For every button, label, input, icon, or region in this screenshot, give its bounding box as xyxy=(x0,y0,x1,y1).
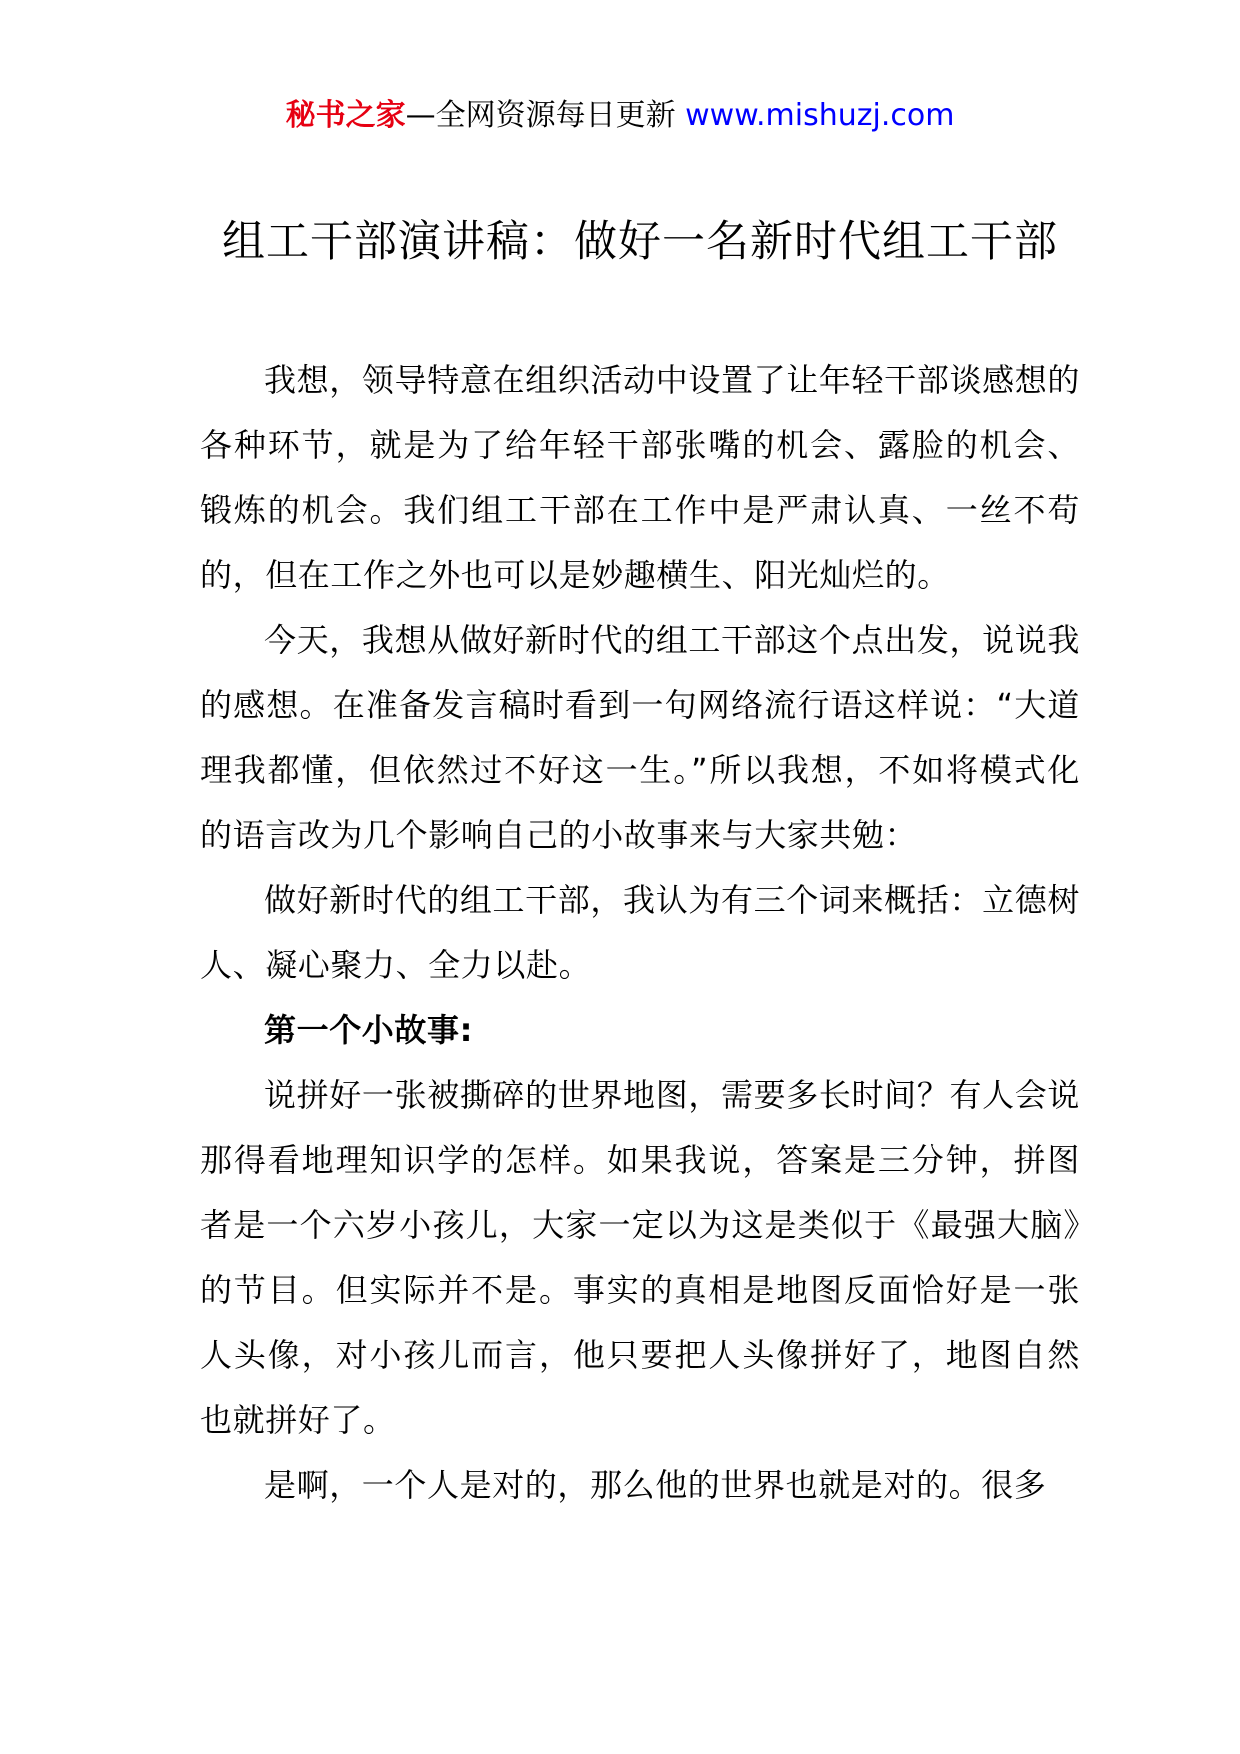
paragraph: 说拼好一张被撕碎的世界地图，需要多长时间？有人会说那得看地理知识学的怎样。如果我说，答案是三分钟，拼图者是一个六岁小孩儿，大家一定以为这是类似于《最强大脑》的节目。但实际并不是。事实的真相是地图反面恰好是一张人头像，对小孩儿而言，他只要把人头像拼好了，地图自然也就拼好了。 xyxy=(200,1076,1080,1439)
paragraph: 今天，我想从做好新时代的组工干部这个点出发，说说我的感想。在准备发言稿时看到一句网络流行语这样说：“大道理我都懂，但依然过不好这一生。”所以我想，不如将模式化的语言改为几个影响自己的小故事来与大家共勉： xyxy=(200,621,1080,854)
paragraph: 做好新时代的组工干部，我认为有三个词来概括：立德树人、凝心聚力、全力以赴。 xyxy=(200,881,1080,984)
site-header xyxy=(0,96,1240,136)
site-url-link[interactable]: www.mishuzj.com xyxy=(685,98,955,133)
document-body xyxy=(200,348,1080,1518)
section-heading: 第一个小故事: xyxy=(264,1011,473,1049)
paragraph: 是啊，一个人是对的，那么他的世界也就是对的。很多 xyxy=(264,1466,1047,1504)
document-title: 组工干部演讲稿：做好一名新时代组工干部 xyxy=(222,217,1058,267)
paragraph: 我想，领导特意在组织活动中设置了让年轻干部谈感想的各种环节，就是为了给年轻干部张嘴的机会、露脸的机会、锻炼的机会。我们组工干部在工作中是严肃认真、一丝不苟的，但在工作之外也可以是妙趣横生、阳光灿烂的。 xyxy=(200,361,1080,594)
brand-name: 秘书之家 xyxy=(285,98,406,133)
header-tagline: —全网资源每日更新 xyxy=(405,98,676,133)
